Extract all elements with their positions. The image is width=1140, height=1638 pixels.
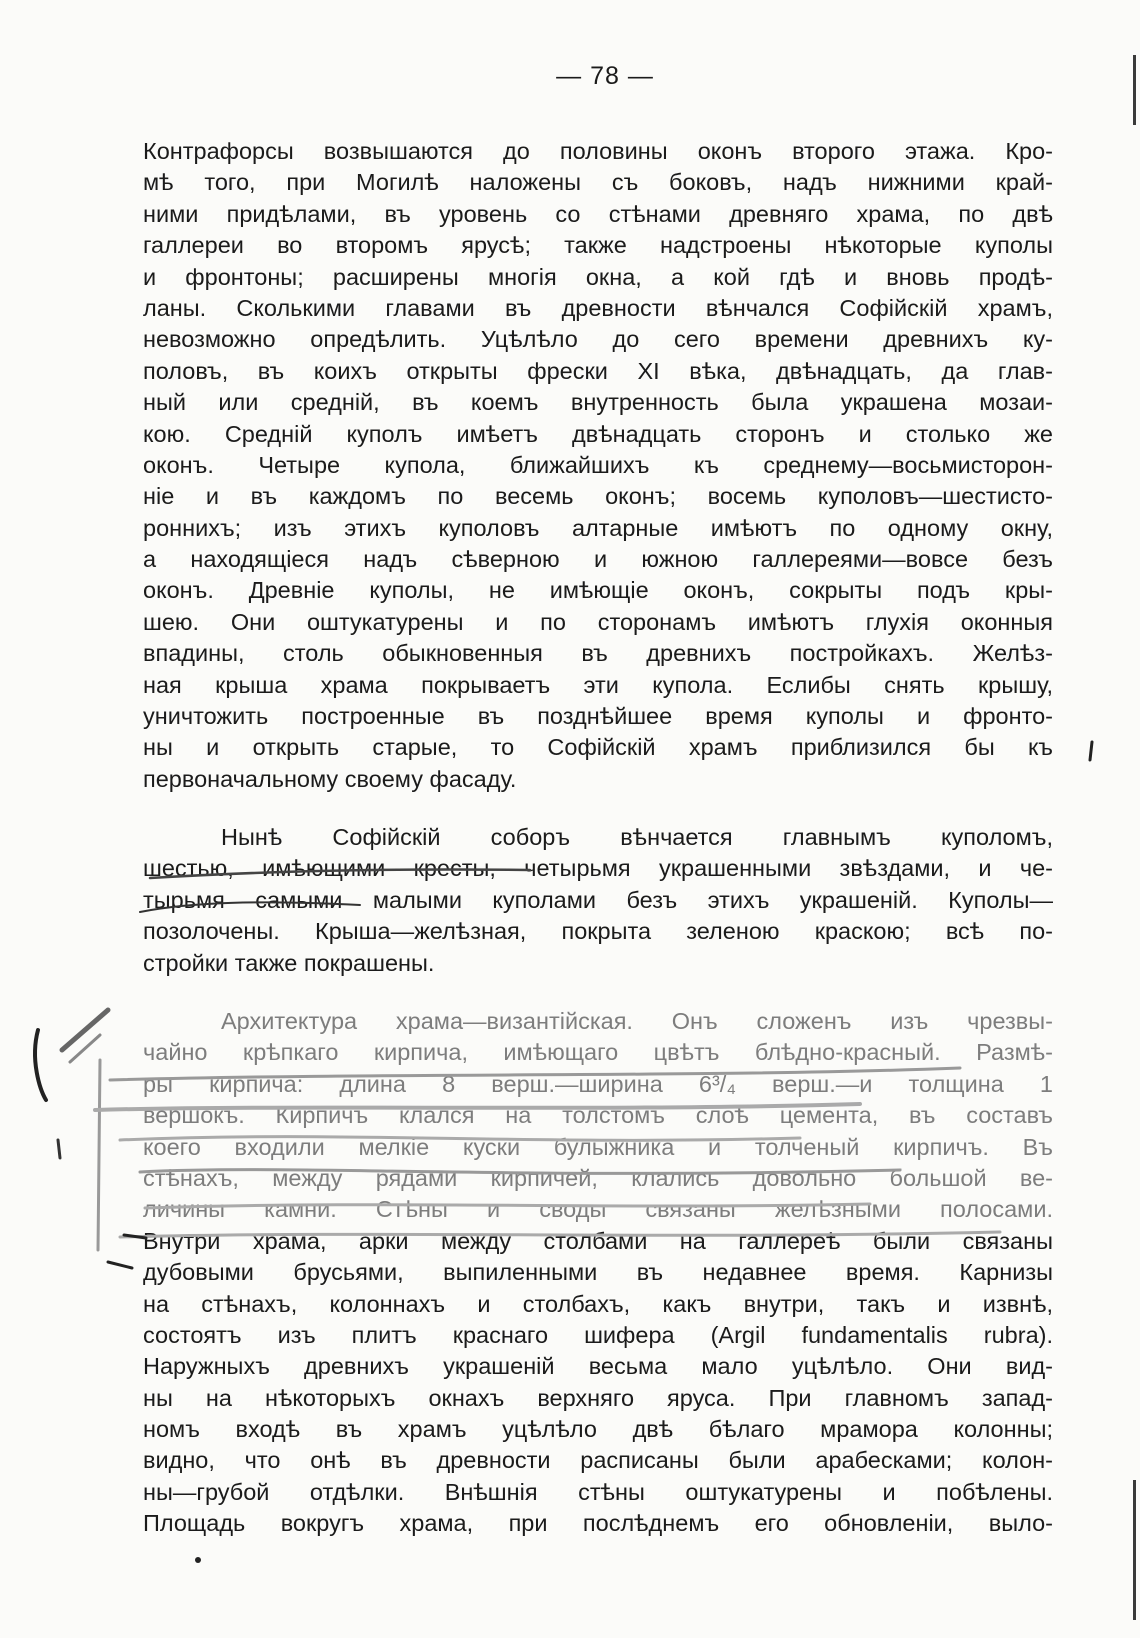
page-edge-line: [1133, 1480, 1136, 1620]
text-line: оконъ. Четыре купола, ближайшихъ къ среднему—восьмисторон-: [143, 451, 1053, 478]
text-line: а находящіеся надъ сѣверною и южною галлереями—вовсе безъ: [143, 546, 1053, 573]
text-line: Контрафорсы возвышаются до половины оконъ второго этажа. Кро-: [143, 138, 1053, 164]
margin-slash-mark: [62, 1010, 108, 1050]
text-line: шею. Они оштукатурены и по сторонамъ имѣютъ глухія оконныя: [143, 608, 1053, 635]
text-line: шестью, имѣющими кресты, четырьмя украшенными звѣздами, и че-: [143, 855, 1053, 882]
text-line: личины камни. Стѣны и своды связаны желѣзными полосами.: [143, 1196, 1053, 1223]
text-line: ны—грубой отдѣлки. Внѣшнія стѣны оштукатурены и побѣлены.: [143, 1478, 1053, 1505]
text-line: состоятъ изъ плитъ краснаго шифера (Argil fundamentalis rubra).: [143, 1321, 1053, 1348]
text-line: вершокъ. Кирпичъ клался на толстомъ слоѣ цемента, въ составъ: [143, 1102, 1053, 1129]
text-line: ніе и въ каждомъ по весемь оконъ; восемь куполовъ—шестисто-: [143, 483, 1053, 510]
paragraph-1: [143, 136, 1053, 795]
text-line: и фронтоны; расширены многія окна, а кой гдѣ и вновь продѣ-: [143, 263, 1053, 290]
text-line: Внутри храма, арки между столбами на галлереѣ были связаны: [143, 1227, 1053, 1254]
margin-tick-mark: [58, 1140, 60, 1158]
text-line: кою. Средній куполъ имѣетъ двѣнадцать сторонъ и столько же: [143, 420, 1053, 447]
text-line: впадины, столь обыкновенныя въ древнихъ постройкахъ. Желѣз-: [143, 640, 1053, 667]
text-line: стройки также покрашены.: [143, 949, 435, 976]
paragraph-2: [143, 822, 1053, 979]
text-line: ная крыша храма покрываетъ эти купола. Еслибы снять крышу,: [143, 671, 1053, 698]
margin-slash-mark: [70, 1035, 100, 1062]
text-line: уничтожить построенные въ позднѣйшее время куполы и фронто-: [143, 703, 1053, 730]
margin-tick-mark: [108, 1262, 132, 1268]
text-line: мѣ того, при Могилѣ наложены съ боковъ, надъ нижними край-: [143, 169, 1053, 196]
text-line: позолочены. Крыша—желѣзная, покрыта зеленою краскою; всѣ по-: [143, 918, 1053, 945]
text-line: коего входили мелкіе куски булыжника и толченый кирпичъ. Въ: [143, 1133, 1053, 1160]
text-line: тырьмя самыми малыми куполами безъ этихъ украшеній. Куполы—: [143, 886, 1053, 913]
text-line: дубовыми брусьями, выпиленными въ недавнее время. Карнизы: [143, 1259, 1053, 1286]
page-number: — 78 —: [556, 62, 654, 90]
text-line: невозможно опредѣлить. Уцѣлѣло до сего времени древнихъ ку-: [143, 326, 1053, 353]
text-line: роннихъ; изъ этихъ куполовъ алтарные имѣютъ по одному окну,: [143, 514, 1053, 541]
page-edge-line: [1133, 55, 1136, 125]
text-line: стѣнахъ, между рядами кирпичей, клались довольно большой ве-: [143, 1164, 1053, 1191]
text-line: Наружныхъ древнихъ украшеній весьма мало уцѣлѣло. Они вид-: [143, 1353, 1053, 1380]
text-line: Нынѣ Софійскій соборъ вѣнчается главнымъ куполомъ,: [221, 824, 1053, 850]
text-line: номъ входѣ въ храмъ уцѣлѣло двѣ бѣлаго мрамора колонны;: [143, 1416, 1053, 1443]
margin-tick-mark: [1090, 742, 1092, 760]
text-line: на стѣнахъ, колоннахъ и столбахъ, какъ внутри, такъ и извнѣ,: [143, 1290, 1053, 1317]
text-line: галлереи во второмъ ярусѣ; также надстроены нѣкоторые куполы: [143, 232, 1053, 259]
text-line: оконъ. Древніе куполы, не имѣющіе оконъ, сокрыты подъ кры-: [143, 577, 1053, 604]
text-line: видно, что онѣ въ древности расписаны были арабесками; колон-: [143, 1447, 1053, 1474]
text-line: первоначальному своему фасаду.: [143, 765, 517, 792]
text-line: ры кирпича: длина 8 верш.—ширина 6³/₄ верш.—и толщина 1: [143, 1070, 1053, 1097]
margin-vertical-mark: [98, 1060, 100, 1250]
ink-dot-mark: [195, 1557, 201, 1563]
text-line: ны на нѣкоторыхъ окнахъ верхняго яруса. При главномъ запад-: [143, 1384, 1053, 1411]
text-line: Архитектура храма—византійская. Онъ сложенъ изъ чрезвы-: [221, 1008, 1053, 1034]
text-line: ланы. Сколькими главами въ древности вѣнчался Софійскій храмъ,: [143, 294, 1053, 321]
text-line: Площадь вокругъ храма, при послѣднемъ его обновленіи, выло-: [143, 1510, 1053, 1537]
text-line: ны и открыть старые, то Софійскій храмъ приблизился бы къ: [143, 734, 1053, 761]
margin-bracket-mark: [35, 1030, 46, 1100]
text-line: ними придѣлами, въ уровень со стѣнами древняго храма, по двѣ: [143, 200, 1053, 227]
text-line: ный или средній, въ коемъ внутренность была украшена мозаи-: [143, 389, 1053, 416]
text-line: чайно крѣпкаго кирпича, имѣющаго цвѣтъ блѣдно-красный. Размѣ-: [143, 1039, 1053, 1066]
text-line: половъ, въ коихъ открыты фрески XI вѣка, двѣнадцать, да глав-: [143, 357, 1053, 384]
paragraph-3: [143, 1006, 1053, 1540]
